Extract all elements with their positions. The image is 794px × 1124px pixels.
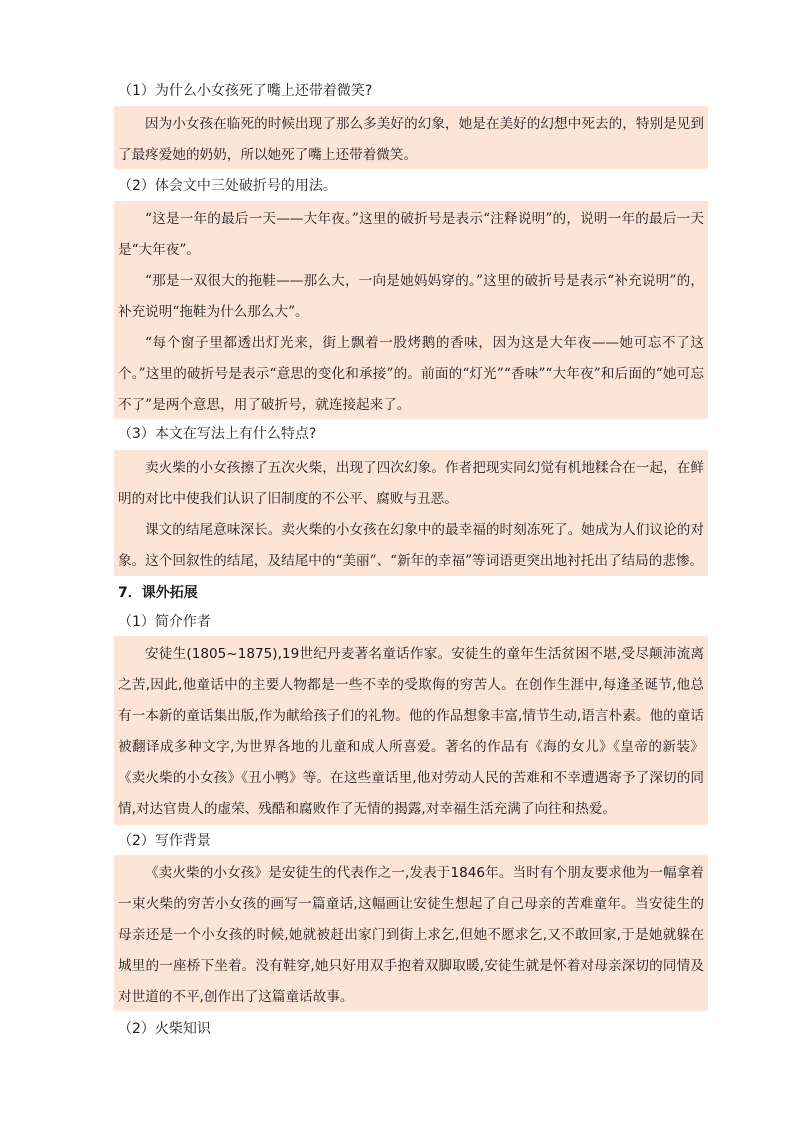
answer-2-paragraph-1: “这是一年的最后一天——大年夜。”这里的破折号是表示“注释说明”的，说明一年的最后一天是“大年夜”。	[118, 211, 704, 258]
matches-knowledge-label: （2）火柴知识	[118, 1021, 211, 1037]
question-1-label: （1）为什么小女孩死了嘴上还带着微笑?	[118, 83, 373, 99]
answer-1-text: 因为小女孩在临死的时候出现了那么多美好的幻象，她是在美好的幻想中死去的，特别是见到了最疼爱她的奶奶，所以她死了嘴上还带着微笑。	[118, 116, 704, 163]
answer-1-box	[114, 106, 708, 169]
author-intro-label: （1）简介作者	[118, 614, 211, 630]
background-box	[114, 855, 708, 1011]
question-3-label: （3）本文在写法上有什么特点?	[118, 426, 317, 442]
answer-3-paragraph-2: 课文的结尾意味深长。卖火柴的小女孩在幻象中的最幸福的时刻冻死了。她成为人们议论的对象。这个回叙性的结尾，及结尾中的“美丽”、“新年的幸福”等词语更突出地衬托出了结局的悲惨。	[118, 522, 704, 569]
author-intro-text: 安徒生(1805~1875),19世纪丹麦著名童话作家。安徒生的童年生活贫困不堪,受尽颠沛流离之苦,因此,他童话中的主要人物都是一些不幸的受欺侮的穷苦人。在创作生涯中,每逢圣诞节,他总有一本新的童话集出版,作为献给孩子们的礼物。他的作品想象丰富,情节生动,语言朴素。他的童话被翻译成多种文字,为世界各地的儿童和成人所喜爱。著名的作品有《海的女儿》《皇帝的新装》《卖火柴的小女孩》《丑小鸭》等。在这些童话里,他对劳动人民的苦难和不幸遭遇寄予了深切的同情,对达官贵人的虚荣、残酷和腐败作了无情的揭露,对幸福生活充满了向往和热爱。	[118, 646, 704, 817]
background-label: （2）写作背景	[118, 833, 211, 849]
answer-3-box	[114, 450, 708, 576]
answer-3-paragraph-1: 卖火柴的小女孩擦了五次火柴，出现了四次幻象。作者把现实同幻觉有机地糅合在一起，在鲜明的对比中使我们认识了旧制度的不公平、腐败与丑恶。	[118, 460, 704, 507]
answer-2-paragraph-2: “那是一双很大的拖鞋——那么大，一向是她妈妈穿的。”这里的破折号是表示“补充说明”的，补充说明“拖鞋为什么那么大”。	[118, 273, 704, 320]
question-2-label: （2）体会文中三处破折号的用法。	[118, 178, 337, 194]
section-7-heading: 7．课外拓展	[118, 585, 198, 601]
answer-2-paragraph-3: “每个窗子里都透出灯光来，街上飘着一股烤鹅的香味，因为这是大年夜——她可忘不了这个。”这里的破折号是表示“意思的变化和承接”的。前面的“灯光”“香味”“大年夜”和后面的“她可忘不了”是两个意思，用了破折号，就连接起来了。	[118, 335, 704, 413]
author-intro-box	[114, 636, 708, 825]
background-text: 《卖火柴的小女孩》是安徒生的代表作之一,发表于1846年。当时有个朋友要求他为一幅拿着一束火柴的穷苦小女孩的画写一篇童话,这幅画让安徒生想起了自己母亲的苦难童年。当安徒生的母亲还是一个小女孩的时候,她就被赶出家门到街上求乞,但她不愿求乞,又不敢回家,于是她就躲在城里的一座桥下坐着。没有鞋穿,她只好用双手抱着双脚取暖,安徒生就是怀着对母亲深切的同情及对世道的不平,创作出了这篇童话故事。	[118, 865, 704, 1005]
answer-2-box	[114, 201, 708, 419]
